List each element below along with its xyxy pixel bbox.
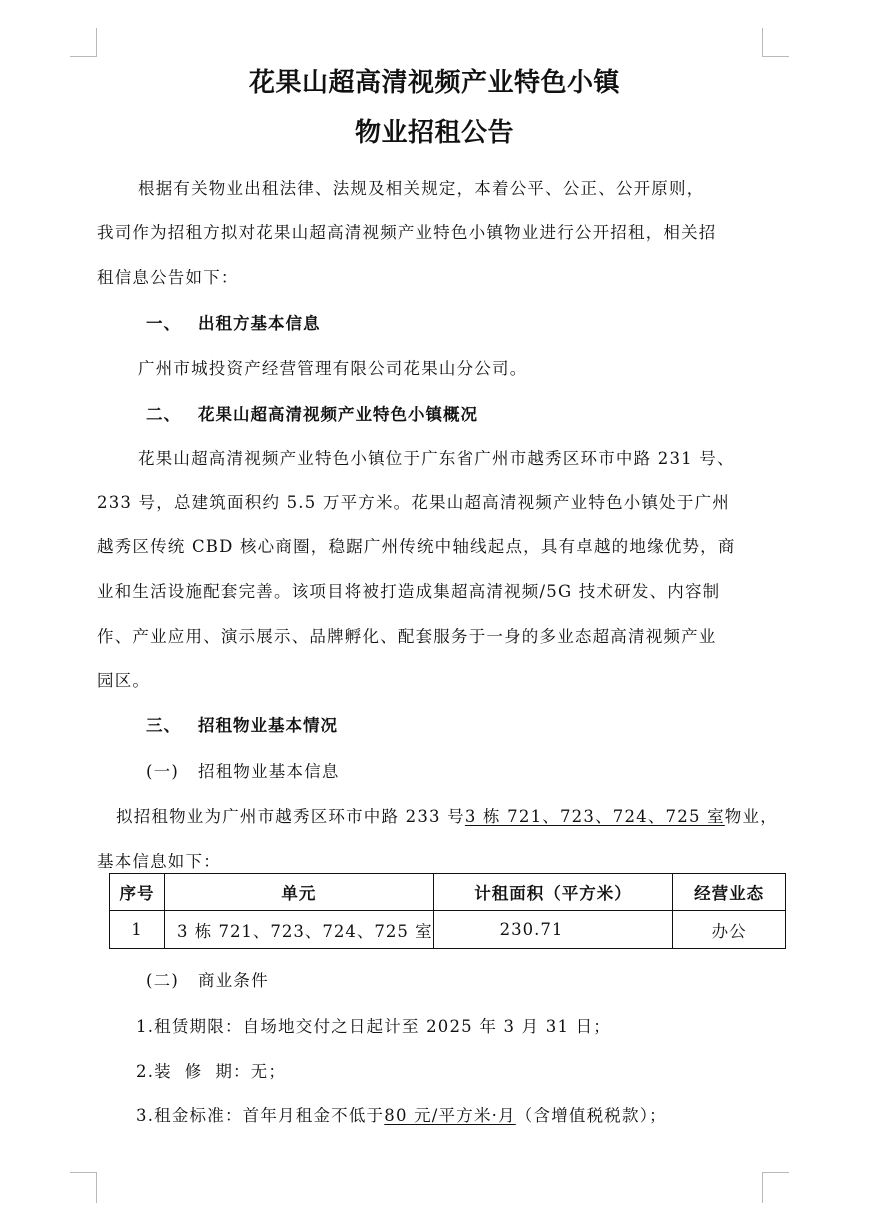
table-header-row <box>110 874 786 911</box>
document-title-line1: 花果山超高清视频产业特色小镇 <box>248 68 620 98</box>
renovation-period-item: 2.装 修 期：无； <box>136 1062 287 1081</box>
property-units-underlined: 3 栋 721、723、724、725 室 <box>464 807 725 826</box>
crop-mark-top-right <box>762 28 789 57</box>
intro-line-3: 租信息公告如下： <box>97 268 239 287</box>
table-cell-business-type: 办公 <box>673 911 786 949</box>
document-title-line2: 物业招租公告 <box>354 118 514 148</box>
section2-body-line: 233 号，总建筑面积约 5.5 万平方米。花果山超高清视频产业特色小镇处于广州 <box>97 493 730 512</box>
section3-number: 三、 <box>146 716 181 735</box>
property-description-prefix: 拟招租物业为广州市越秀区环市中路 233 号 <box>116 807 465 826</box>
section1-body: 广州市城投资产经营管理有限公司花果山分公司。 <box>138 359 528 378</box>
intro-line-1: 根据有关物业出租法律、法规及相关规定，本着公平、公正、公开原则， <box>138 179 705 198</box>
section3-heading: 招租物业基本情况 <box>198 716 338 735</box>
property-description-line2: 基本信息如下： <box>97 852 221 871</box>
subsection1-number: (一) <box>146 762 179 781</box>
table-cell-unit: 3 栋 721、723、724、725 室 <box>164 911 433 949</box>
section1-number: 一、 <box>146 314 181 333</box>
table-header-cell: 序号 <box>110 874 165 911</box>
section1-heading: 出租方基本信息 <box>198 314 321 333</box>
table-cell-area: 230.71 <box>433 911 673 949</box>
section2-body-line: 园区。 <box>97 671 151 690</box>
crop-mark-bottom-right <box>762 1172 789 1203</box>
crop-mark-top-left <box>70 28 97 57</box>
intro-line-2: 我司作为招租方拟对花果山超高清视频产业特色小镇物业进行公开招租，相关招 <box>97 223 717 242</box>
crop-mark-bottom-left <box>70 1172 97 1203</box>
section2-body-line: 作、产业应用、演示展示、品牌孵化、配套服务于一身的多业态超高清视频产业 <box>97 627 717 646</box>
property-info-table <box>109 873 786 949</box>
property-description-line1 <box>116 803 778 827</box>
table-row <box>110 911 786 949</box>
table-cell-index: 1 <box>110 911 165 949</box>
table-header-cell: 单元 <box>164 874 433 911</box>
rent-standard-suffix: （含增值税税款）； <box>515 1106 667 1125</box>
subsection2-number: (二) <box>146 971 179 990</box>
rent-price-underlined: 80 元/平方米·月 <box>384 1106 516 1125</box>
rent-standard-item <box>136 1102 667 1126</box>
rent-standard-prefix: 3.租金标准：首年月租金不低于 <box>136 1106 385 1125</box>
section2-number: 二、 <box>146 405 181 424</box>
property-description-suffix: 物业， <box>724 807 778 826</box>
lease-term-item: 1.租赁期限：自场地交付之日起计至 2025 年 3 月 31 日； <box>136 1017 611 1036</box>
section2-body-line: 越秀区传统 CBD 核心商圈，稳踞广州传统中轴线起点，具有卓越的地缘优势，商 <box>97 537 736 556</box>
table-header-cell: 经营业态 <box>673 874 786 911</box>
table-header-cell: 计租面积（平方米） <box>433 874 673 911</box>
subsection1-heading: 招租物业基本信息 <box>198 762 340 781</box>
subsection2-heading: 商业条件 <box>198 971 269 990</box>
section2-heading: 花果山超高清视频产业特色小镇概况 <box>198 405 478 424</box>
section2-body-line: 花果山超高清视频产业特色小镇位于广东省广州市越秀区环市中路 231 号、 <box>138 449 735 468</box>
section2-body-line: 业和生活设施配套完善。该项目将被打造成集超高清视频/5G 技术研发、内容制 <box>97 582 721 601</box>
